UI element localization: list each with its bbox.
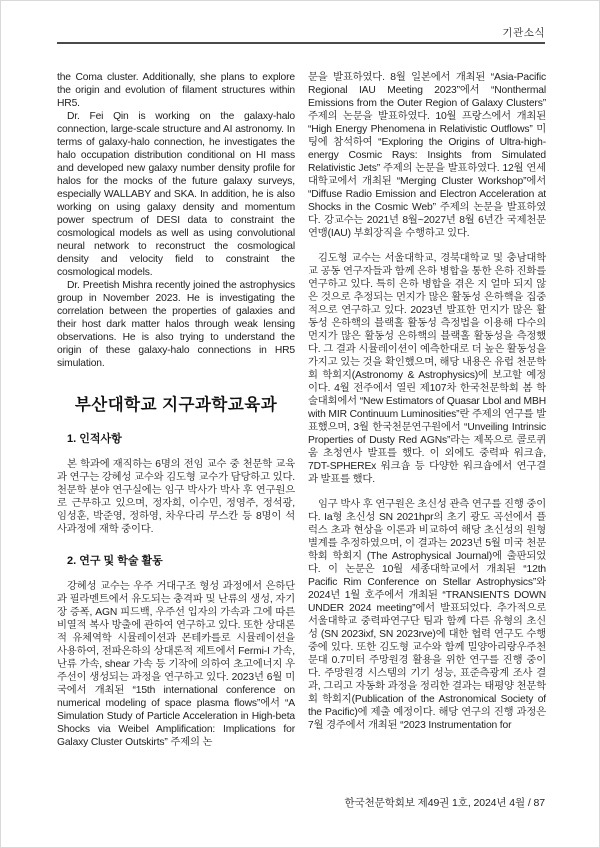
subsection-personnel-heading: 1. 인적사항 — [67, 433, 122, 445]
two-column-body — [57, 71, 546, 749]
paragraph-coma-cluster-continuation: the Coma cluster. Additionally, she plans to explore the origin and evolution of filament structures within HR5. — [57, 72, 295, 109]
paragraph-dr-preetish-mishra: Dr. Preetish Mishra recently joined the astrophysics group in November 2023. He is investigating the correlation between the properties of galaxies and their host dark matter halos through weak lensing observations. He is also trying to understand the origin of these galaxy-halo connections in HR5 simulation. — [57, 280, 295, 369]
page-footer: 한국천문학회보 제49권 1호, 2024년 4월 / 87 — [344, 797, 545, 809]
running-head: 기관소식 — [502, 27, 545, 39]
paragraph-kim-dohyeong-research: 김도형 교수는 서울대학교, 경북대학교 및 충남대학교 공동 연구자들과 함께 은하 병합을 통한 은하 진화를 연구하고 있다. 특히 은하 병합을 겪은 지 얼마 되지 않은 것으로 추정되는 먼지가 많은 활동성 은하핵을 집중적으로 연구하고 있다. 2023년 발표한 먼지가 많은 활동성 은하핵의 블랙홀 활동성 측정법을 이용해 다수의 먼지가 많은 활동성 은하핵의 블랙홀 활동성을 측정했다. 그 결과 시뮬레이션이 예측한대로 더 높은 활동성을 가지고 있는 것을 확인했으며, 해당 내용은 유럽 천문학회 학회지(Astronomy & Astrophysics)에 보고할 예정이다. 4월 전주에서 열린 제107차 한국천문학회 봄 학술대회에서 “New Estimators of Quasar Lbol and MBH with MIR Continuum Luminosities”란 주제의 연구를 발표했으며, 3월 한국천문연구원에서 “Unveiling Intrinsic Properties of Dusty Red AGNs”라는 제목으로 콜로퀴움 초청연사 발표를 했다. 이 외에도 중력파 워크숍, 7DT-SPHEREx 워크숍 등 다양한 워크숍에서 연구결과 발표를 했다. — [308, 253, 546, 485]
left-column — [57, 71, 295, 749]
paragraph-personnel: 본 학과에 재직하는 6명의 전임 교수 중 천문학 교육과 연구는 강혜성 교수와 김도형 교수가 담당하고 있다. 천문학 분야 연구실에는 임구 박사가 박사 후 연구원으로 근무하고 있으며, 정자희, 이수민, 정영주, 정석광, 임성훈, 박준영, 정하영, 차우다리 무스칸 등 8명이 석사과정에 재학 중이다. — [57, 459, 295, 535]
right-column — [308, 71, 546, 749]
paragraph-dr-fei-qin: Dr. Fei Qin is working on the galaxy-halo connection, large-scale structure and AI astronomy. In terms of galaxy-halo connection, he investigates the halo occupation distribution conditional on HI mass and developed new galaxy number density profile for halos for the mocks of the future galaxy surveys, especially WALLABY and SKA. In addition, he is also working on using galaxy density and momentum power spectrum of DESI data to constraint the cosmological models as well as using convolutional neural network to reconstruct the cosmological density and velocity field to constraint the cosmological models. — [57, 111, 295, 278]
section-title-pusan-university: 부산대학교 지구과학교육과 — [74, 396, 278, 414]
subsection-research-heading: 2. 연구 및 학술 활동 — [67, 555, 163, 567]
paragraph-kang-research: 강혜성 교수는 우주 거대구조 형성 과정에서 은하단과 필라멘트에서 유도되는 충격파 및 난류의 생성, 자기장 증폭, AGN 피드백, 우주선 입자의 가속과 그에 따른 비열적 복사 방출에 관하여 연구하고 있다. 또한 상대론적 유체역학 시뮬레이션과 몬테카를로 시뮬레이션을 사용하여, 전파은하의 상대론적 제트에서 Fermi-I 가속, 난류 가속, shear 가속 등 기작에 의하여 초고에너지 우주선이 생성되는 과정을 연구하고 있다. 2023년 6월 미국에서 개최된 “15th international conference on numerical modeling of space plasma flows”에서 “A Simulation Study of Particle Acceleration in High-beta Shocks via Weibel Amplification: Implications for Galaxy Cluster Outskirts” 주제의 논 — [57, 581, 295, 748]
header-rule — [57, 42, 545, 44]
paragraph-kang-research-continuation: 문을 발표하였다. 8월 일본에서 개최된 “Asia-Pacific Regional IAU Meeting 2023”에서 “Nonthermal Emissions from the Outer Region of Galaxy Clusters” 주제의 논문을 발표하였다. 10월 프랑스에서 개최된 “High Energy Phenomena in Relativistic Outflows” 미팅에 참석하여 “Exploring the Origins of Ultra-high-energy Cosmic Rays: Insights from Simulated Relativistic Jets” 주제의 논문을 발표하였다. 12월 연세대학교에서 개최된 “Merging Cluster Workshop”에서 “Diffuse Radio Emission and Electron Acceleration at Shocks in the Cosmic Web” 주제의 논문을 발표하였다. 강교수는 2021년 8월~2027년 8월 6년간 국제천문연맹(IAU) 부회장직을 수행하고 있다. — [308, 72, 546, 239]
paragraph-lim-gu-research: 임구 박사 후 연구원은 초신성 관측 연구를 진행 중이다. Ia형 초신성 SN 2021hpr의 초기 광도 곡선에서 플럭스 초과 현상을 이론과 비교하여 해당 초신성의 원형별계를 추정하였으며, 이 결과는 2023년 5월 미국 천문학회 학회지 (The Astrophysical Journal)에 출판되었다. 이 논문은 10월 세종대학교에서 개최된 “12th Pacific Rim Conference on Stellar Astrophysics”와 2024년 1월 호주에서 개최된 “TRANSIENTS DOWN UNDER 2024 meeting”에서 발표되었다. 추가적으로 서울대학교 중력파연구단 팀과 함께 다른 유형의 초신성 (SN 2023ixf, SN 2023rve)에 대한 협력 연구도 수행 중에 있다. 또한 김도형 교수와 함께 밀양아리랑우주천문대 0.7미터 주망원경 활용을 위한 연구를 진행 중이다. 주망원경 시스템의 기기 성능, 표준측광계 조사 결과, 그리고 자동화 과정을 정리한 결과는 태평양 천문학회 학회지(Publication of the Astronomical Society of the Pacific)에 제출 예정이다. 해당 연구의 진행 과정은 7월 경주에서 개최된 “2023 Instrumentation for — [308, 499, 546, 731]
